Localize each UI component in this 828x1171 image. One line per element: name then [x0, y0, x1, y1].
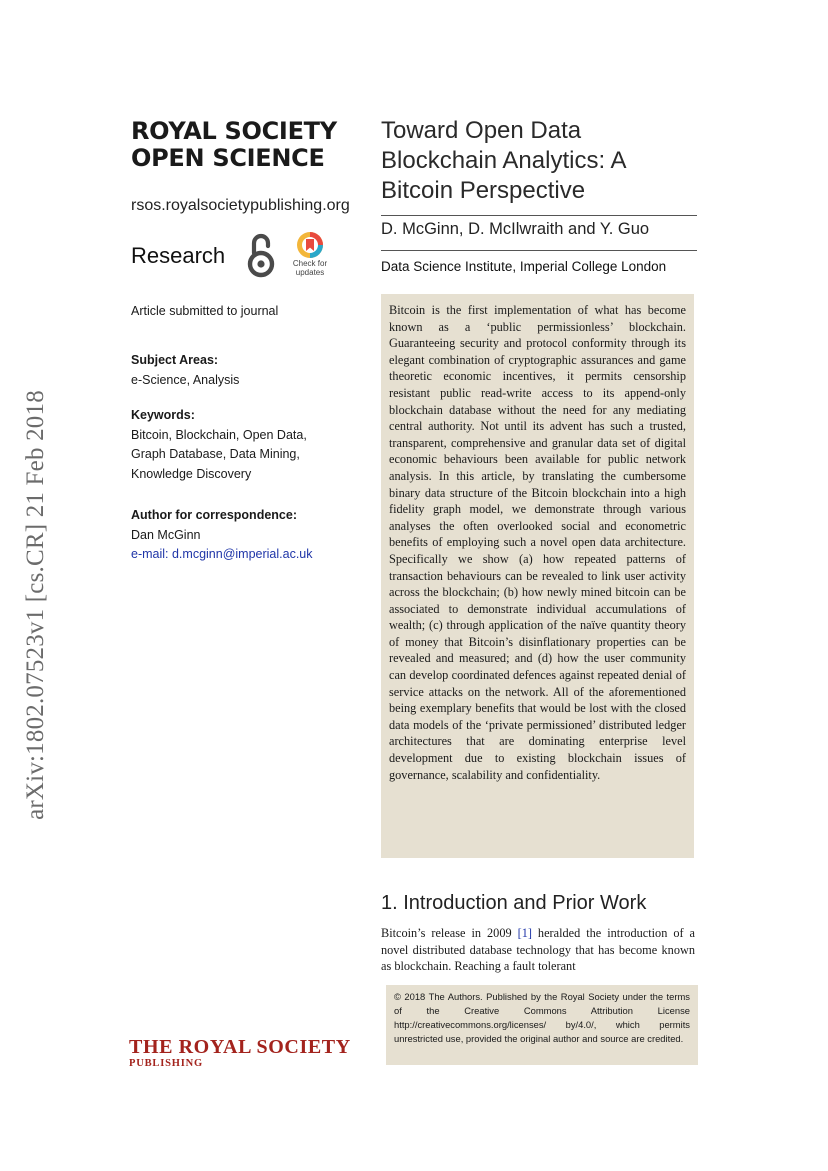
publisher-logo-line1: THE ROYAL SOCIETY	[129, 1036, 351, 1058]
check-for-updates-icon	[296, 231, 324, 259]
paper-title: Toward Open Data Blockchain Analytics: A Bitcoin Perspective	[381, 117, 626, 204]
journal-url[interactable]: rsos.royalsocietypublishing.org	[131, 197, 350, 214]
check-badge-label2: updates	[295, 268, 325, 277]
citation-link[interactable]: [1]	[517, 926, 532, 940]
keywords-line: Bitcoin, Blockchain, Open Data,	[131, 427, 307, 442]
submission-status: Article submitted to journal	[131, 304, 279, 318]
keywords-heading: Keywords:	[131, 408, 195, 422]
keywords-line: Knowledge Discovery	[131, 466, 252, 481]
title-divider	[381, 215, 697, 216]
journal-name-line1: ROYAL SOCIETY	[131, 117, 337, 145]
paper-affiliation: Data Science Institute, Imperial College London	[381, 259, 667, 274]
license-text: © 2018 The Authors. Published by the Royal Society under the terms of the Creative Commons Attribution License http://creativecommons.org/licenses/ by/4.0/, which permits unrestricted use, provided the original author and source are credited.	[394, 991, 690, 1044]
introduction-paragraph	[381, 925, 695, 975]
publisher-logo	[129, 1036, 351, 1070]
article-type: Research	[131, 243, 226, 268]
arxiv-identifier: arXiv:1802.07523v1 [cs.CR] 21 Feb 2018	[22, 390, 49, 820]
subject-areas-heading: Subject Areas:	[131, 353, 219, 367]
paper-authors: D. McGinn, D. McIlwraith and Y. Guo	[381, 220, 650, 238]
open-access-icon	[246, 233, 276, 279]
journal-name-line2: OPEN SCIENCE	[131, 144, 325, 172]
section-heading: 1. Introduction and Prior Work	[381, 892, 647, 914]
publisher-logo-line2: PUBLISHING	[129, 1058, 203, 1069]
subject-areas	[131, 351, 346, 390]
correspondence	[131, 506, 346, 565]
keywords	[131, 406, 346, 484]
check-for-updates-badge[interactable]	[287, 231, 333, 279]
keywords-line: Graph Database, Data Mining,	[131, 447, 300, 461]
check-badge-label1: Check for	[292, 259, 328, 268]
correspondence-name: Dan McGinn	[131, 527, 201, 542]
correspondence-heading: Author for correspondence:	[131, 508, 297, 522]
correspondence-email[interactable]: e-mail: d.mcginn@imperial.ac.uk	[131, 547, 313, 561]
intro-text-start: Bitcoin’s release in 2009	[381, 926, 518, 940]
subject-areas-value: e-Science, Analysis	[131, 372, 240, 387]
authors-divider	[381, 250, 697, 251]
intro-text-rest: heralded the introduction of a novel distributed database technology that has become known as blockchain. Reaching a fault tolerant	[381, 926, 695, 974]
journal-name	[131, 118, 337, 172]
abstract-text: Bitcoin is the first implementation of what has become known as a ‘public permissionless’ blockchain. Guaranteeing security and protocol conformity through its elegant combination of cryptographic assurances and game theoretic economic incentives, it permits censorship resistant public read-write access to its append-only blockchain database without the need for any mediating central authority. Not until its advent has such a trusted, transparent, comprehensive and granular data set of digital economic behaviours been available for public network analysis. In this article, by translating the cumbersome binary data structure of the Bitcoin blockchain into a high fidelity graph model, we demonstrate through various analyses the often overlooked social and econometric benefits of employing such a novel open data architecture. Specifically we show (a) how repeated patterns of transaction behaviours can be revealed to link user activity across the blockchain; (b) how newly mined bitcoin can be associated to demonstrate individual accumulations of wealth; (c) through application of the naïve quantity theory of money that Bitcoin’s disinflationary properties can be revealed and measured; and (d) how the user community can develop coordinated defences against repeated denial of service attacks on the network. All of the aforementioned being exemplary benefits that would be lost with the closed data models of the ‘private permissioned’ distributed ledger architectures that are dominating enterprise level development due to existing blockchain issues of governance, scalability and confidentiality.	[389, 303, 686, 782]
